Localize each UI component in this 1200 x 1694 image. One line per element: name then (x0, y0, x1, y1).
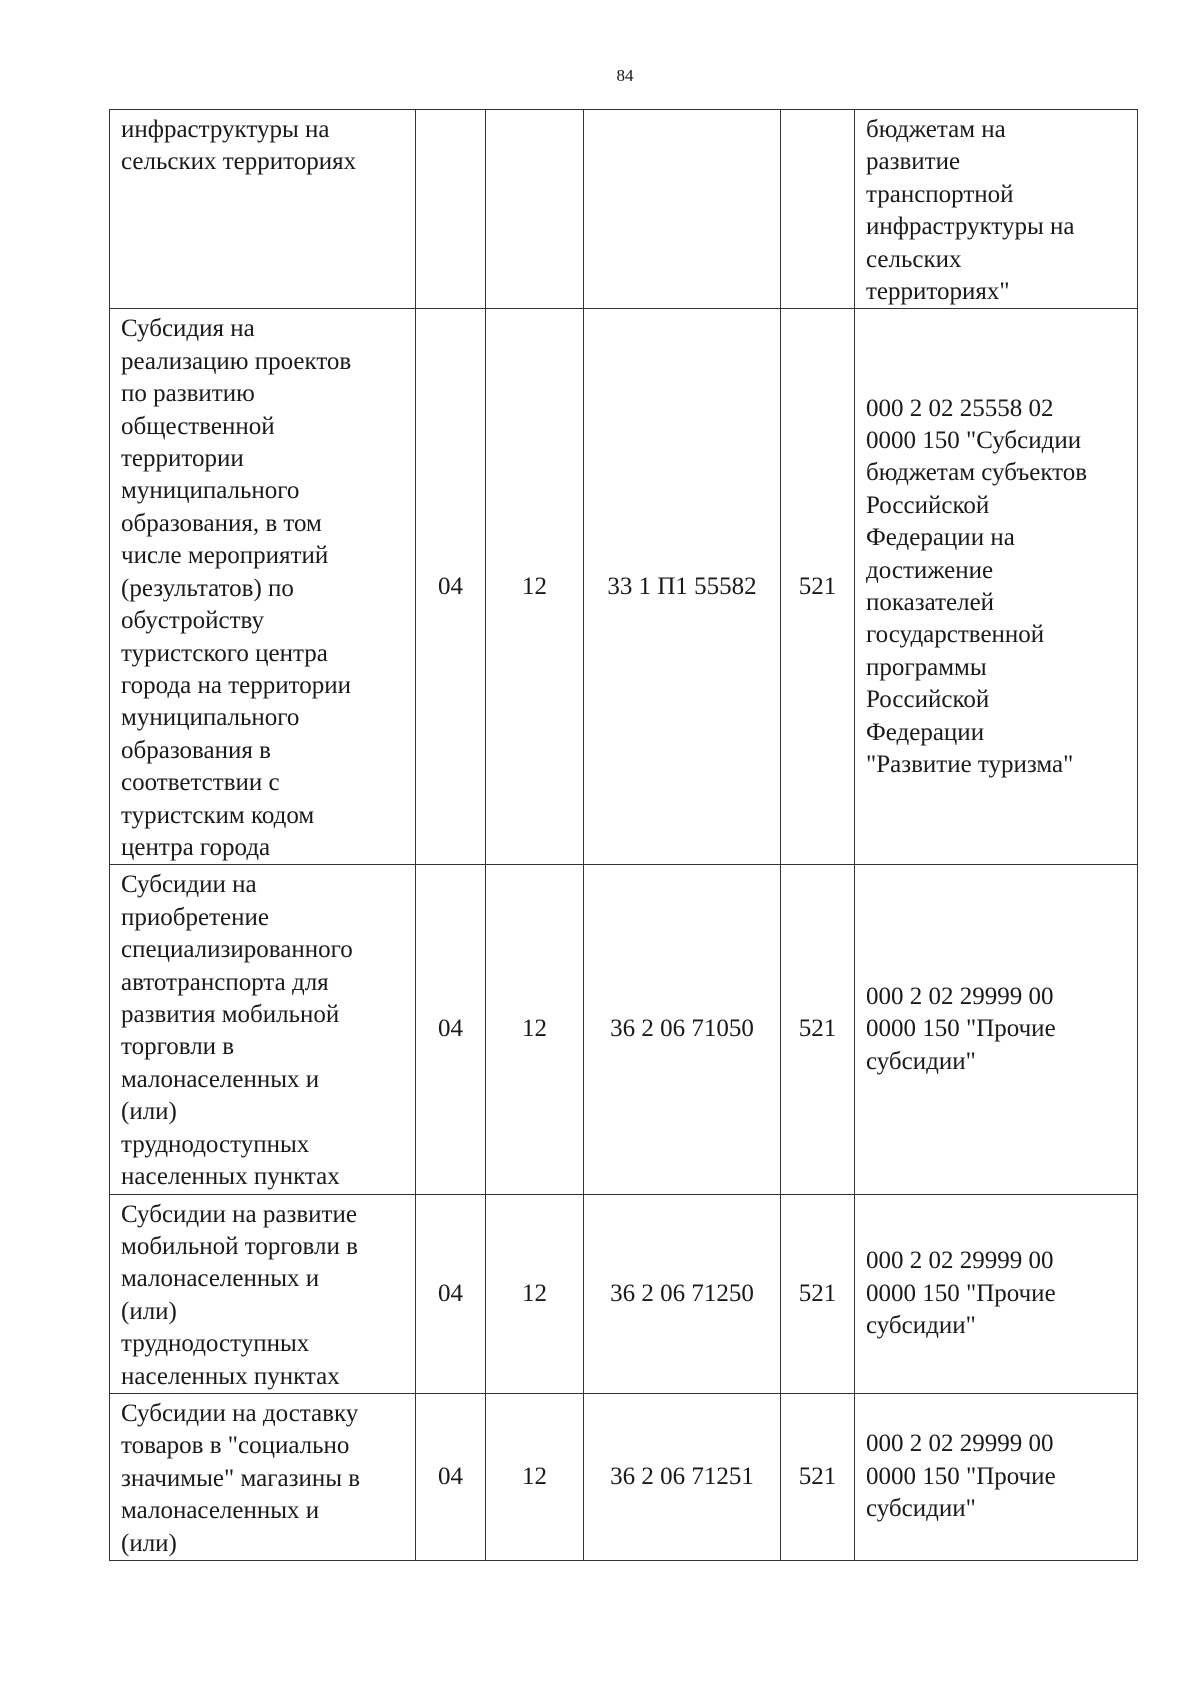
budget-classification-table (109, 109, 1138, 1561)
table-row (110, 309, 1138, 865)
expense-type-code: 521 (781, 1393, 855, 1560)
subsection-code: 12 (486, 865, 584, 1194)
target-article-code: 33 1 П1 55582 (584, 309, 781, 865)
revenue-classification-code: 000 2 02 29999 00 0000 150 "Прочие субсидии" (855, 865, 1138, 1194)
page-number: 84 (616, 66, 634, 85)
section-code (416, 110, 486, 309)
expense-type-code (781, 110, 855, 309)
subsection-code: 12 (486, 1393, 584, 1560)
section-code: 04 (416, 865, 486, 1194)
table-row (110, 865, 1138, 1194)
revenue-classification-code: 000 2 02 29999 00 0000 150 "Прочие субсидии" (855, 1194, 1138, 1393)
subsection-code: 12 (486, 309, 584, 865)
section-code: 04 (416, 1194, 486, 1393)
revenue-classification-code: 000 2 02 29999 00 0000 150 "Прочие субсидии" (855, 1393, 1138, 1560)
table-row (110, 1194, 1138, 1393)
revenue-classification-code: 000 2 02 25558 02 0000 150 "Субсидии бюджетам субъектов Российской Федерации на достижение показателей государственной программы Российской Федерации "Развитие туризма" (855, 309, 1138, 865)
subsidy-description: Субсидия на реализацию проектов по развитию общественной территории муниципального образования, в том числе мероприятий (результатов) по обустройству туристского центра города на территории муниципального образования в соответствии с туристским кодом центра города (110, 309, 416, 865)
subsidy-description: Субсидии на развитие мобильной торговли в малонаселенных и (или) труднодоступных населенных пунктах (110, 1194, 416, 1393)
expense-type-code: 521 (781, 1194, 855, 1393)
subsidy-description: Субсидии на приобретение специализированного автотранспорта для развития мобильной торговли в малонаселенных и (или) труднодоступных населенных пунктах (110, 865, 416, 1194)
expense-type-code: 521 (781, 309, 855, 865)
target-article-code (584, 110, 781, 309)
table-row (110, 1393, 1138, 1560)
subsection-code (486, 110, 584, 309)
table-row (110, 110, 1138, 309)
expense-type-code: 521 (781, 865, 855, 1194)
revenue-classification-code: бюджетам на развитие транспортной инфраструктуры на сельских территориях" (855, 110, 1138, 309)
subsection-code: 12 (486, 1194, 584, 1393)
section-code: 04 (416, 1393, 486, 1560)
subsidy-description: Субсидии на доставку товаров в "социально значимые" магазины в малонаселенных и (или) (110, 1393, 416, 1560)
target-article-code: 36 2 06 71250 (584, 1194, 781, 1393)
target-article-code: 36 2 06 71251 (584, 1393, 781, 1560)
target-article-code: 36 2 06 71050 (584, 865, 781, 1194)
section-code: 04 (416, 309, 486, 865)
subsidy-description: инфраструктуры на сельских территориях (110, 110, 416, 309)
